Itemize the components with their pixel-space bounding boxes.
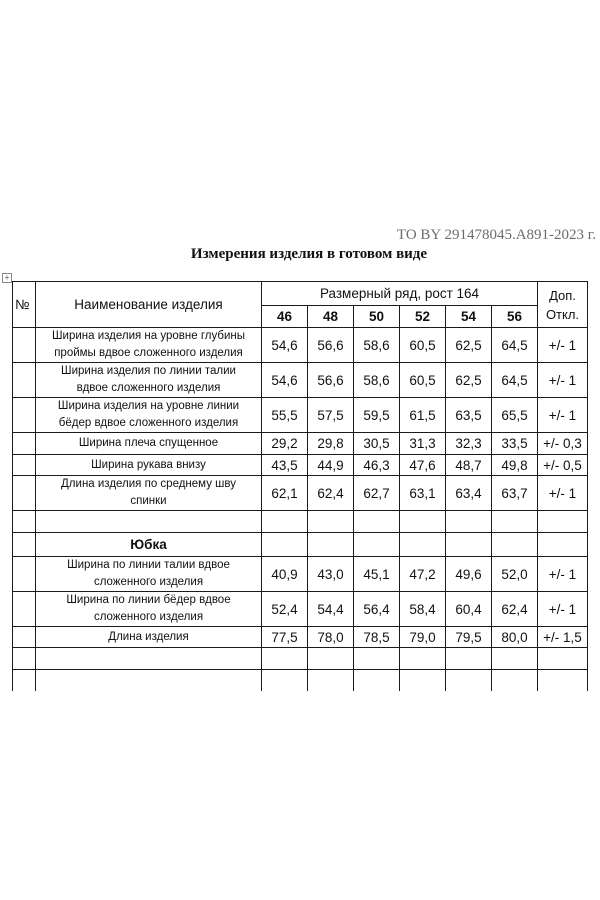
table-row xyxy=(13,398,588,433)
row-number xyxy=(13,455,36,476)
size-value: 46,3 xyxy=(354,455,400,476)
size-value: 59,5 xyxy=(354,398,400,433)
header-row xyxy=(13,282,588,306)
header-tolerance xyxy=(538,282,588,328)
table-row xyxy=(13,592,588,627)
item-name-line: спинки xyxy=(130,495,167,507)
size-header: 54 xyxy=(446,306,492,328)
item-name-line: Ширина по линии талии вдвое xyxy=(67,559,230,571)
tolerance-value: +/- 1 xyxy=(538,363,588,398)
item-name-line: Длина изделия по среднему шву xyxy=(61,478,236,490)
item-name xyxy=(36,592,262,627)
size-value: 57,5 xyxy=(308,398,354,433)
size-value: 62,4 xyxy=(492,592,538,627)
tolerance-value: +/- 0,5 xyxy=(538,455,588,476)
measurements-table xyxy=(12,281,588,691)
size-value: 54,4 xyxy=(308,592,354,627)
item-name-line: проймы вдвое сложенного изделия xyxy=(54,347,243,359)
empty-row xyxy=(13,648,588,670)
size-value: 63,1 xyxy=(400,476,446,511)
item-name-line: Ширина изделия на уровне линии xyxy=(57,400,240,412)
table-row xyxy=(13,627,588,648)
size-value: 78,0 xyxy=(308,627,354,648)
size-value: 54,6 xyxy=(262,363,308,398)
item-name-line: сложенного изделия xyxy=(93,576,204,588)
size-value: 60,5 xyxy=(400,363,446,398)
size-value: 62,5 xyxy=(446,328,492,363)
table-row xyxy=(13,476,588,511)
size-value: 56,6 xyxy=(308,328,354,363)
row-number xyxy=(13,433,36,455)
size-value: 47,2 xyxy=(400,557,446,592)
size-value: 29,2 xyxy=(262,433,308,455)
item-name-line: Ширина изделия на уровне глубины xyxy=(51,330,245,342)
table-row xyxy=(13,557,588,592)
size-value: 62,4 xyxy=(308,476,354,511)
table-row xyxy=(13,433,588,455)
item-name-line: сложенного изделия xyxy=(93,611,204,623)
size-value: 44,9 xyxy=(308,455,354,476)
size-header: 52 xyxy=(400,306,446,328)
size-header: 56 xyxy=(492,306,538,328)
tolerance-value: +/- 1 xyxy=(538,476,588,511)
row-number xyxy=(13,592,36,627)
size-value: 47,6 xyxy=(400,455,446,476)
section-row xyxy=(13,533,588,557)
size-value: 40,9 xyxy=(262,557,308,592)
header-tolerance-line1: Доп. xyxy=(549,287,576,303)
item-name-line: бёдер вдвое сложенного изделия xyxy=(58,417,239,429)
item-name-line: Ширина изделия по линии талии xyxy=(61,365,236,377)
size-value: 33,5 xyxy=(492,433,538,455)
size-value: 32,3 xyxy=(446,433,492,455)
size-value: 63,4 xyxy=(446,476,492,511)
size-header: 46 xyxy=(262,306,308,328)
size-value: 64,5 xyxy=(492,328,538,363)
item-name: Ширина рукава внизу xyxy=(36,455,262,476)
empty-row xyxy=(13,670,588,691)
size-value: 49,6 xyxy=(446,557,492,592)
row-number xyxy=(13,363,36,398)
size-value: 62,1 xyxy=(262,476,308,511)
item-name xyxy=(36,398,262,433)
size-value: 49,8 xyxy=(492,455,538,476)
table-anchor-icon[interactable]: + xyxy=(2,273,12,283)
tolerance-value: +/- 1 xyxy=(538,557,588,592)
row-number xyxy=(13,476,36,511)
size-value: 58,4 xyxy=(400,592,446,627)
header-tolerance-line2: Откл. xyxy=(545,306,580,322)
item-name xyxy=(36,476,262,511)
size-value: 52,0 xyxy=(492,557,538,592)
tolerance-value: +/- 1,5 xyxy=(538,627,588,648)
size-value: 60,5 xyxy=(400,328,446,363)
size-value: 30,5 xyxy=(354,433,400,455)
header-item-name: Наименование изделия xyxy=(36,282,262,328)
size-value: 62,5 xyxy=(446,363,492,398)
table-row xyxy=(13,363,588,398)
size-value: 65,5 xyxy=(492,398,538,433)
header-number: № xyxy=(13,282,36,328)
empty-row xyxy=(13,511,588,533)
table-row xyxy=(13,328,588,363)
item-name: Длина изделия xyxy=(36,627,262,648)
table-row xyxy=(13,455,588,476)
spec-reference: ТО BY 291478045.А891-2023 г. xyxy=(396,227,596,243)
size-value: 56,6 xyxy=(308,363,354,398)
size-value: 60,4 xyxy=(446,592,492,627)
size-value: 29,8 xyxy=(308,433,354,455)
size-value: 55,5 xyxy=(262,398,308,433)
size-value: 79,0 xyxy=(400,627,446,648)
item-name: Ширина плеча спущенное xyxy=(36,433,262,455)
item-name-line: Ширина по линии бёдер вдвое xyxy=(66,594,231,606)
tolerance-value: +/- 1 xyxy=(538,398,588,433)
size-header: 48 xyxy=(308,306,354,328)
size-value: 31,3 xyxy=(400,433,446,455)
item-name xyxy=(36,363,262,398)
tolerance-value: +/- 1 xyxy=(538,328,588,363)
page-title: Измерения изделия в готовом виде xyxy=(190,246,428,262)
size-value: 54,6 xyxy=(262,328,308,363)
item-name-line: вдвое сложенного изделия xyxy=(76,382,221,394)
size-value: 77,5 xyxy=(262,627,308,648)
size-value: 79,5 xyxy=(446,627,492,648)
size-value: 52,4 xyxy=(262,592,308,627)
size-value: 45,1 xyxy=(354,557,400,592)
size-value: 58,6 xyxy=(354,328,400,363)
item-name xyxy=(36,557,262,592)
size-value: 43,5 xyxy=(262,455,308,476)
tolerance-value: +/- 1 xyxy=(538,592,588,627)
size-value: 61,5 xyxy=(400,398,446,433)
size-value: 80,0 xyxy=(492,627,538,648)
size-value: 64,5 xyxy=(492,363,538,398)
row-number xyxy=(13,557,36,592)
tolerance-value: +/- 0,3 xyxy=(538,433,588,455)
size-value: 43,0 xyxy=(308,557,354,592)
size-header: 50 xyxy=(354,306,400,328)
section-title-skirt: Юбка xyxy=(36,533,262,557)
row-number xyxy=(13,398,36,433)
row-number xyxy=(13,627,36,648)
size-value: 63,5 xyxy=(446,398,492,433)
item-name xyxy=(36,328,262,363)
size-value: 78,5 xyxy=(354,627,400,648)
size-value: 58,6 xyxy=(354,363,400,398)
size-value: 48,7 xyxy=(446,455,492,476)
header-size-range: Размерный ряд, рост 164 xyxy=(262,282,538,306)
size-value: 63,7 xyxy=(492,476,538,511)
size-value: 62,7 xyxy=(354,476,400,511)
size-value: 56,4 xyxy=(354,592,400,627)
row-number xyxy=(13,328,36,363)
